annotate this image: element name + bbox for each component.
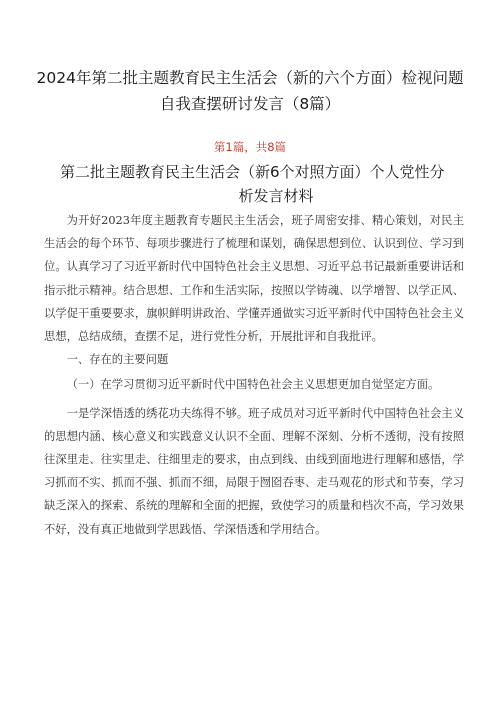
article-title-line-2: 析发言材料 [238, 187, 314, 205]
subsection-heading: （一）在学习贯彻习近平新时代中国特色社会主义思想更加自觉坚定方面。 [66, 378, 440, 392]
article-pager: 第1篇，共8篇 [213, 140, 287, 154]
title-line-1: 2024年第二批主题教育民主生活会（新的六个方面）检视问题 [36, 69, 464, 87]
section-heading: 一、存在的主要问题 [66, 353, 169, 367]
article-title-line-1: 第二批主题教育民主生活会（新6个对照方面）个人党性分 [60, 163, 445, 181]
intro-paragraph: 为开好2023年度主题教育专题民主生活会，班子周密安排、精心策划，对民主生活会的每个环节、每项步骤进行了梳理和谋划，确保思想到位、认识到位、学习到位。认真学习了习近平新时代中国特色社会主义思想、习近平总书记最新重要讲话和指示批示精神。结合思想、工作和生活实际，按照以学铸魂、以学增智、以学正风、以学促干重要要求，旗帜鲜明讲政治、学懂弄通做实习近平新时代中国特色社会主义思想，总结成绩，查摆不足，进行党性分析，开展批评和自我批评。 [44, 214, 464, 344]
article-title [60, 160, 452, 208]
document-title [20, 65, 480, 117]
title-line-2: 自我查摆研讨发言（8篇） [159, 95, 341, 113]
article-body [44, 209, 464, 541]
body-paragraph: 一是学深悟透的绣花功夫练得不够。班子成员对习近平新时代中国特色社会主义的思想内涵、核心意义和实践意义认识不全面、理解不深刻、分析不透彻，没有按照往深里走、往实里走、往细里走的要求，由点到线、由线到面地进行理解和感悟，学习抓而不实、抓而不强、抓而不细，局限于囫囵吞枣、走马观花的形式和节奏，学习缺乏深入的探索、系统的理解和全面的把握，致使学习的质量和档次不高，学习效果不好，没有真正地做到学思践悟、学深悟透和学用结合。 [44, 406, 464, 536]
